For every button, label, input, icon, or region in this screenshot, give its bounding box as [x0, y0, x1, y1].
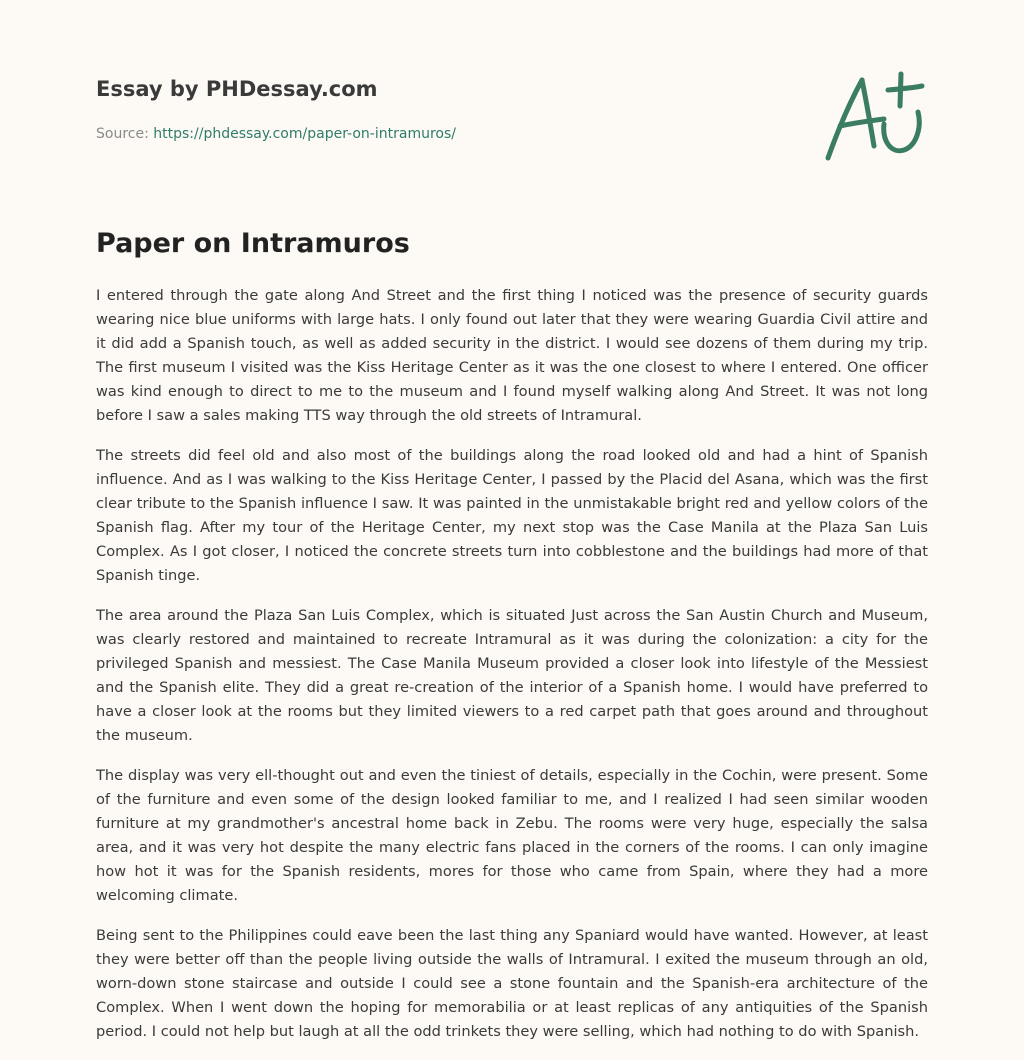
paragraph: The streets did feel old and also most of the buildings along the road looked old and had a hint of Spanish influence. And as I was walking to the Kiss Heritage Center, I passed by the Placid del Asana, which was the first clear tribute to the Spanish influence I saw. It was painted in the unmistakable bright red and yellow colors of the Spanish flag. After my tour of the Heritage Center, my next stop was the Case Manila at the Plaza San Luis Complex. As I got closer, I noticed the concrete streets turn into cobblestone and the buildings had more of that Spanish tinge. [96, 447, 928, 584]
source-label: Source: [96, 126, 149, 142]
article-body [96, 284, 928, 1060]
a-plus-logo-icon [818, 66, 930, 166]
paragraph: Being sent to the Philippines could eave been the last thing any Spaniard would have wanted. However, at least they were better off than the people living outside the walls of Intramural. I exited the museum through an old, worn-down stone staircase and outside I could see a stone fountain and the Spanish-era architecture of the Complex. When I went down the hoping for memorabilia or at least replicas of any antiquities of the Spanish period. I could not help but laugh at all the odd trinkets they were selling, which had nothing to do with Spanish. [96, 927, 928, 1040]
paragraph: I entered through the gate along And Street and the first thing I noticed was the presence of security guards wearing nice blue uniforms with large hats. I only found out later that they were wearing Guardia Civil attire and it did add a Spanish touch, as well as added security in the district. I would see dozens of them during my trip. The first museum I visited was the Kiss Heritage Center as it was the one closest to where I entered. One officer was kind enough to direct to me to the museum and I found myself walking along And Street. It was not long before I saw a sales making TTS way through the old streets of Intramural. [96, 287, 928, 424]
paragraph: The area around the Plaza San Luis Complex, which is situated Just across the San Austin Church and Museum, was clearly restored and maintained to recreate Intramural as it was during the colonization: a city for the privileged Spanish and messiest. The Case Manila Museum provided a closer look into lifestyle of the Messiest and the Spanish elite. They did a great re-creation of the interior of a Spanish home. I would have preferred to have a closer look at the rooms but they limited viewers to a red carpet path that goes around and throughout the museum. [96, 607, 928, 744]
paragraph: The display was very ell-thought out and even the tiniest of details, especially in the Cochin, were present. Some of the furniture and even some of the design looked familiar to me, and I realized I had seen similar wooden furniture at my grandmother's ancestral home back in Zebu. The rooms were very huge, especially the salsa area, and it was very hot despite the many electric fans placed in the corners of the rooms. I can only imagine how hot it was for the Spanish residents, mores for those who came from Spain, where they had a more welcoming climate. [96, 767, 928, 904]
brand-title: Essay by PHDessay.com [96, 77, 378, 101]
source-link[interactable]: https://phdessay.com/paper-on-intramuros/ [153, 126, 456, 142]
source-line [96, 124, 796, 144]
page-title: Paper on Intramuros [96, 228, 410, 259]
document-header [96, 74, 796, 144]
